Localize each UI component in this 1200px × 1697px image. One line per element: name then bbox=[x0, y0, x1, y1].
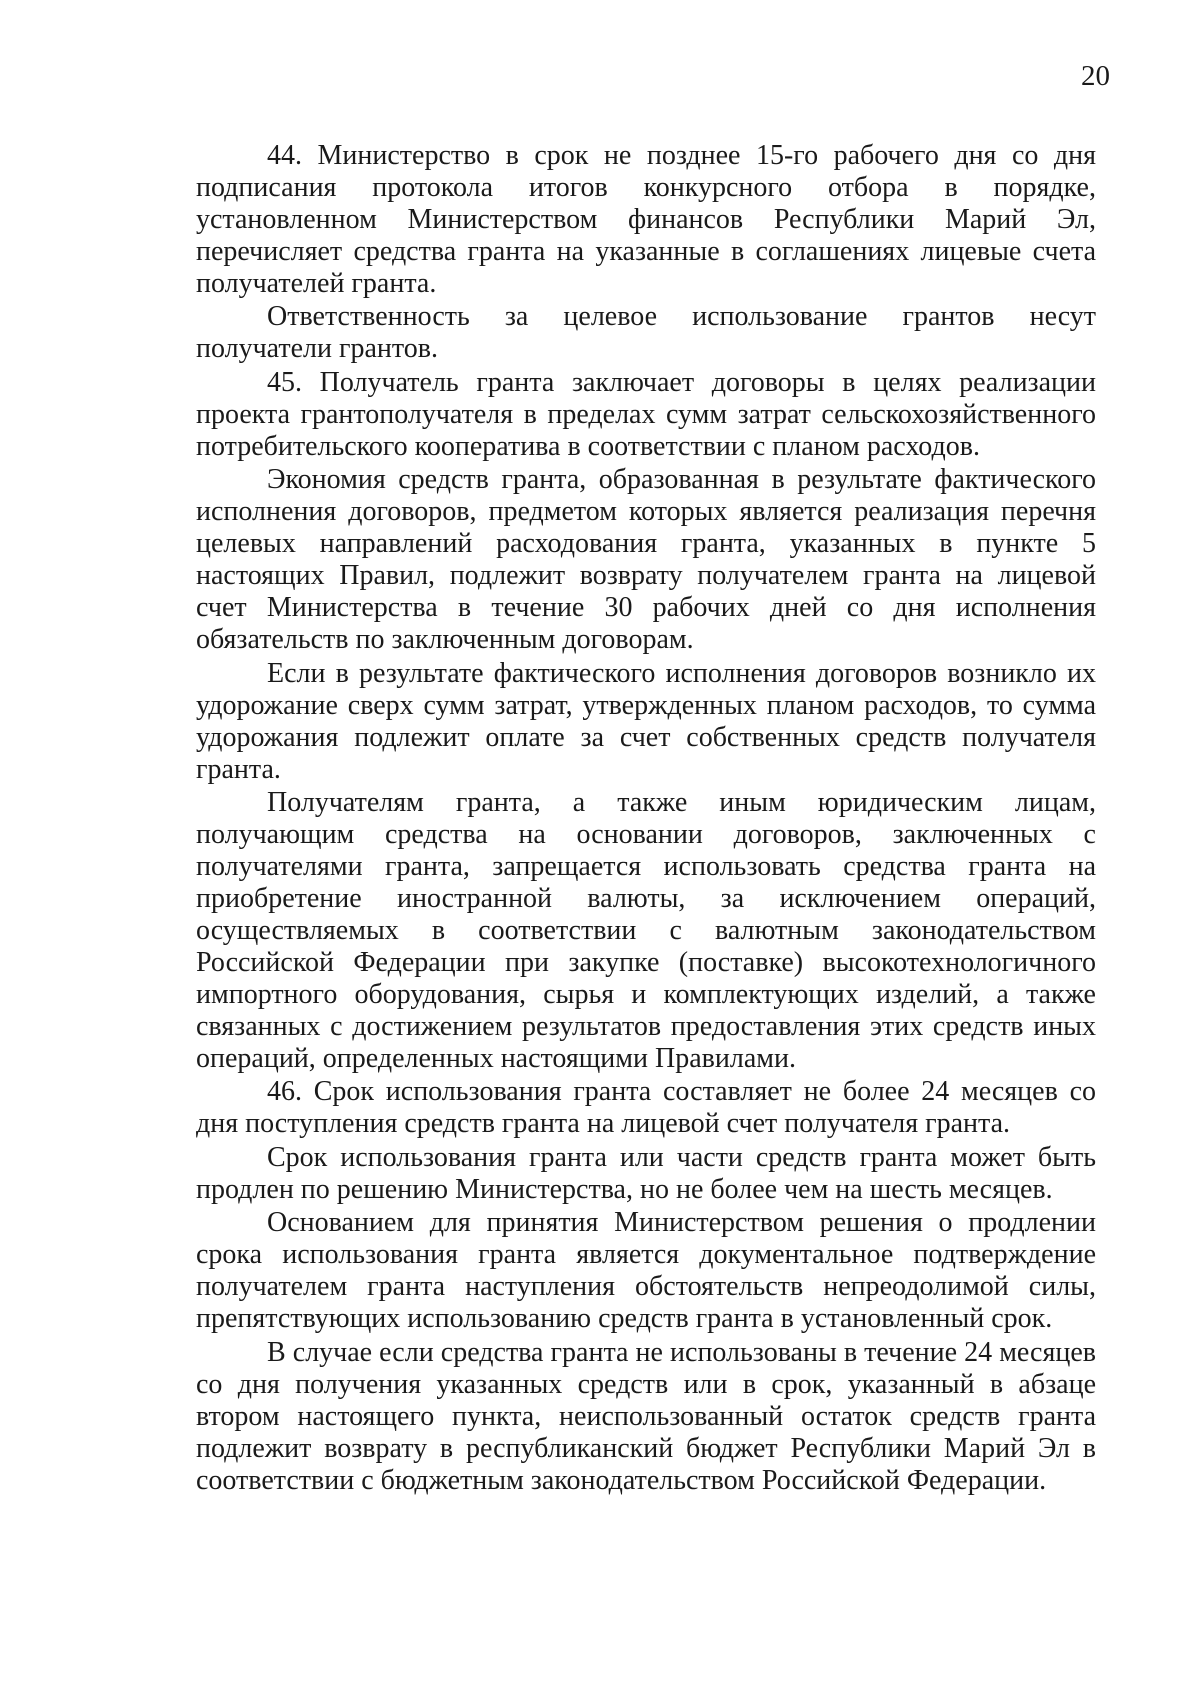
document-body bbox=[196, 140, 1096, 1498]
paragraph-extension: Срок использования гранта или части средств гранта может быть продлен по решению Министерства, но не более чем на шесть месяцев. bbox=[196, 1141, 1096, 1205]
paragraph-item-45: 45. Получатель гранта заключает договоры в целях реализации проекта грантополучателя в пределах сумм затрат сельскохозяйственного потребительского кооператива в соответствии с планом расходов. bbox=[196, 366, 1096, 462]
paragraph-extension-basis: Основанием для принятия Министерством решения о продлении срока использования гранта является документальное подтверждение получателем гранта наступления обстоятельств непреодолимой силы, препятствующих использованию средств гранта в установленный срок. bbox=[196, 1207, 1096, 1335]
paragraph-cost-increase: Если в результате фактического исполнения договоров возникло их удорожание сверх сумм затрат, утвержденных планом расходов, то сумма удорожания подлежит оплате за счет собственных средств получателя гранта. bbox=[196, 657, 1096, 785]
paragraph-item-44: 44. Министерство в срок не позднее 15-го рабочего дня со дня подписания протокола итогов конкурсного отбора в порядке, установленном Министерством финансов Республики Марий Эл, перечисляет средства гранта на указанные в соглашениях лицевые счета получателей гранта. bbox=[196, 140, 1096, 299]
paragraph-savings: Экономия средств гранта, образованная в результате фактического исполнения договоров, предметом которых является реализация перечня целевых направлений расходования гранта, указанных в пункте 5 настоящих Правил, подлежит возврату получателем гранта на лицевой счет Министерства в течение 30 рабочих дней со дня исполнения обязательств по заключенным договорам. bbox=[196, 464, 1096, 656]
paragraph-responsibility: Ответственность за целевое использование грантов несут получатели грантов. bbox=[196, 301, 1096, 365]
paragraph-unused-balance: В случае если средства гранта не использованы в течение 24 месяцев со дня получения указанных средств или в срок, указанный в абзаце втором настоящего пункта, неиспользованный остаток средств гранта подлежит возврату в республиканский бюджет Республики Марий Эл в соответствии с бюджетным законодательством Российской Федерации. bbox=[196, 1336, 1096, 1496]
paragraph-currency-restriction: Получателям гранта, а также иным юридическим лицам, получающим средства на основании договоров, заключенных с получателями гранта, запрещается использовать средства гранта на приобретение иностранной валюты, за исключением операций, осуществляемых в соответствии с валютным законодательством Российской Федерации при закупке (поставке) высокотехнологичного импортного оборудования, сырья и комплектующих изделий, а также связанных с достижением результатов предоставления этих средств иных операций, определенных настоящими Правилами. bbox=[196, 786, 1096, 1074]
paragraph-item-46: 46. Срок использования гранта составляет не более 24 месяцев со дня поступления средств гранта на лицевой счет получателя гранта. bbox=[196, 1076, 1096, 1140]
page-number: 20 bbox=[1081, 60, 1110, 92]
